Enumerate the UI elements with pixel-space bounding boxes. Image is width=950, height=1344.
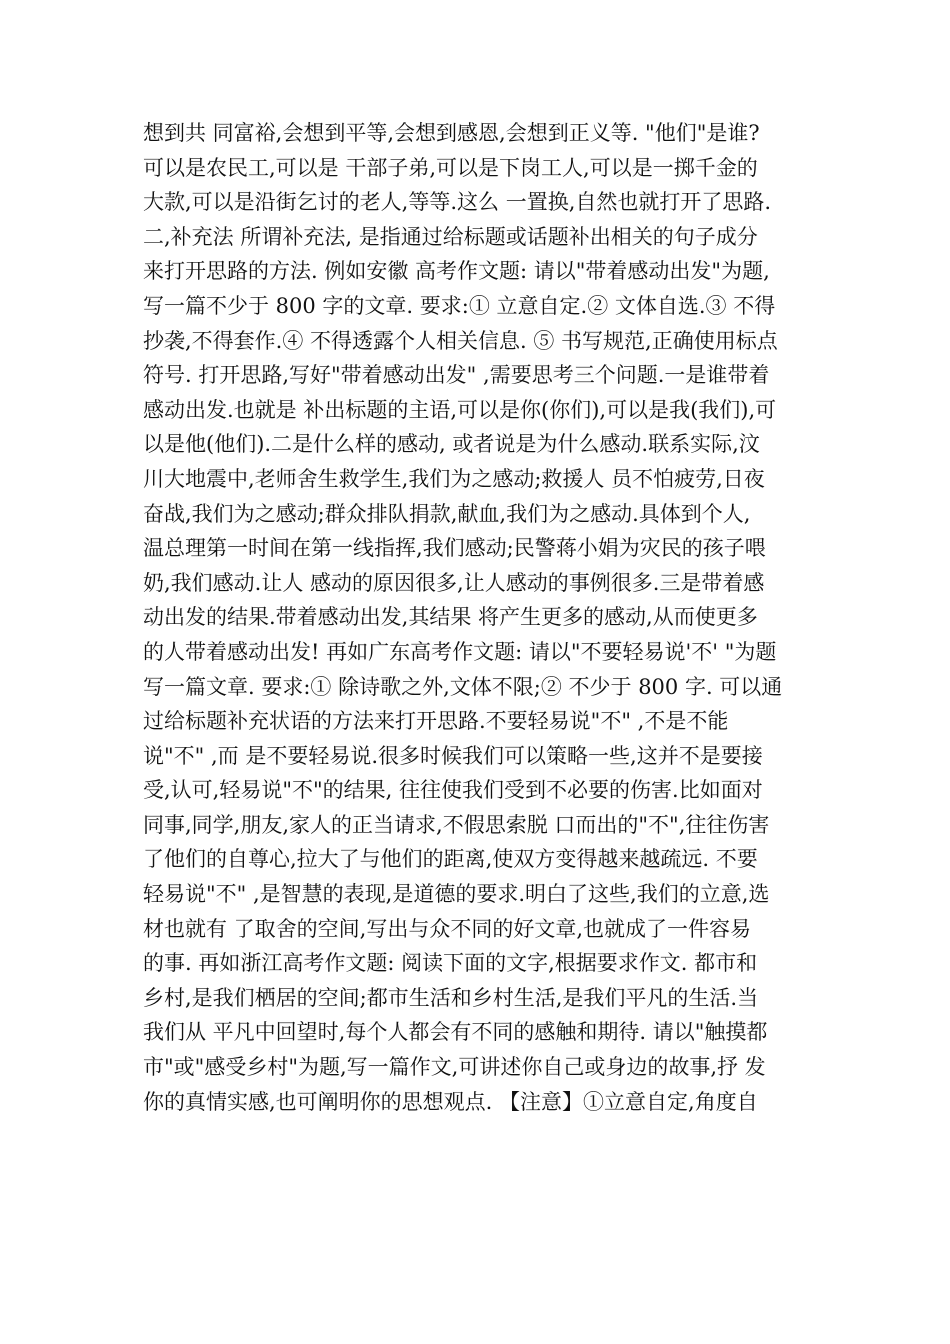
text-line: 的人带着感动出发! 再如广东高考作文题: 请以"不要轻易说'不' "为题 xyxy=(143,639,777,664)
text-line: 符号. 打开思路,写好"带着感动出发" ,需要思考三个问题.一是谁带着 xyxy=(143,363,770,388)
text-line: 川大地震中,老师舍生救学生,我们为之感动;救援人 员不怕疲劳,日夜 xyxy=(143,466,765,491)
text-line: 可以是农民工,可以是 干部子弟,可以是下岗工人,可以是一掷千金的 xyxy=(143,155,758,180)
text-line: 写一篇文章. 要求:① 除诗歌之外,文体不限;② 不少于 800 字. 可以通 xyxy=(143,674,783,699)
text-line: 二,补充法 所谓补充法, 是指通过给标题或话题补出相关的句子成分 xyxy=(143,224,758,249)
text-line: 感动出发.也就是 补出标题的主语,可以是你(你们),可以是我(我们),可 xyxy=(143,397,777,422)
text-line: 你的真情实感,也可阐明你的思想观点. 【注意】①立意自定,角度自 xyxy=(143,1089,758,1114)
text-line: 受,认可,轻易说"不"的结果, 往往使我们受到不必要的伤害.比如面对 xyxy=(143,778,763,803)
text-line: 我们从 平凡中回望时,每个人都会有不同的感触和期待. 请以"触摸都 xyxy=(143,1020,768,1045)
text-line: 抄袭,不得套作.④ 不得透露个人相关信息. ⑤ 书写规范,正确使用标点 xyxy=(143,328,778,353)
text-line: 过给标题补充状语的方法来打开思路.不要轻易说"不" ,不是不能 xyxy=(143,709,729,734)
text-line: 同事,同学,朋友,家人的正当请求,不假思索脱 口而出的"不",往往伤害 xyxy=(143,812,770,837)
body-text xyxy=(143,116,813,1119)
text-line: 奶,我们感动.让人 感动的原因很多,让人感动的事例很多.三是带着感 xyxy=(143,570,765,595)
text-line: 以是他(他们).二是什么样的感动, 或者说是为什么感动.联系实际,汶 xyxy=(143,432,760,457)
text-line: 奋战,我们为之感动;群众排队捐款,献血,我们为之感动.具体到个人, xyxy=(143,501,751,526)
text-line: 材也就有 了取舍的空间,写出与众不同的好文章,也就成了一件容易 xyxy=(143,916,752,941)
text-line: 温总理第一时间在第一线指挥,我们感动;民警蒋小娟为灾民的孩子喂 xyxy=(143,536,766,561)
text-line: 说"不" ,而 是不要轻易说.很多时候我们可以策略一些,这并不是要接 xyxy=(143,743,763,768)
text-line: 动出发的结果.带着感动出发,其结果 将产生更多的感动,从而使更多 xyxy=(143,605,758,630)
text-line: 轻易说"不" ,是智慧的表现,是道德的要求.明白了这些,我们的立意,选 xyxy=(143,882,770,907)
text-line: 大款,可以是沿街乞讨的老人,等等.这么 一置换,自然也就打开了思路. xyxy=(143,190,772,215)
text-line: 的事. 再如浙江高考作文题: 阅读下面的文字,根据要求作文. 都市和 xyxy=(143,951,758,976)
text-line: 市"或"感受乡村"为题,写一篇作文,可讲述你自己或身边的故事,抒 发 xyxy=(143,1055,766,1080)
text-line: 乡村,是我们栖居的空间;都市生活和乡村生活,是我们平凡的生活.当 xyxy=(143,985,759,1010)
text-line: 想到共 同富裕,会想到平等,会想到感恩,会想到正义等. "他们"是谁? xyxy=(143,121,760,145)
text-line: 来打开思路的方法. 例如安徽 高考作文题: 请以"带着感动出发"为题, xyxy=(143,259,770,284)
text-line: 了他们的自尊心,拉大了与他们的距离,使双方变得越来越疏远. 不要 xyxy=(143,847,758,872)
text-line: 写一篇不少于 800 字的文章. 要求:① 立意自定.② 文体自选.③ 不得 xyxy=(143,293,776,318)
